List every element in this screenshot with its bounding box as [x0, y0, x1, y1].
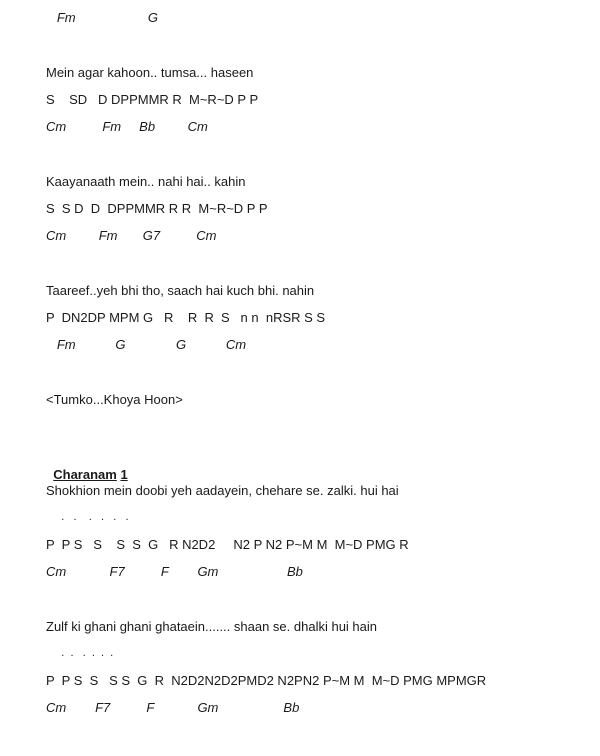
chord-line-1: Fm G: [46, 10, 158, 25]
chord-line-5: Cm F7 F Gm Bb: [46, 564, 303, 579]
lyric-line-5: Zulf ki ghani ghani ghataein....... shaan se. dhalki hui hain: [46, 619, 377, 634]
notes-line-2: S S D D DPPMMR R R M~R~D P P: [46, 201, 268, 216]
notes-line-5: P P S S S S G R N2D2N2D2PMD2 N2PN2 P~M M M~D PMG MPMGR: [46, 673, 487, 688]
section-reference: <Tumko...Khoya Hoon>: [46, 392, 183, 407]
chord-line-6: Cm F7 F Gm Bb: [46, 700, 300, 715]
lyric-line-3: Taareef..yeh bhi tho, saach hai kuch bhi. nahin: [46, 283, 315, 298]
section-heading: [46, 451, 128, 483]
notes-line-1: S SD D DPPMMR R M~R~D P P: [46, 92, 259, 107]
lyric-line-2: Kaayanaath mein.. nahi hai.. kahin: [46, 174, 246, 189]
heading-number: 1: [120, 467, 128, 482]
dots-line-2: . . . . . .: [46, 647, 114, 659]
lyric-line-1: Mein agar kahoon.. tumsa... haseen: [46, 65, 254, 80]
heading-label: Charanam: [53, 467, 117, 482]
notes-line-3: P DN2DP MPM G R R R S n n nRSR S S: [46, 310, 326, 325]
chord-line-3: Cm Fm G7 Cm: [46, 228, 217, 243]
notes-line-4: P P S S S S G R N2D2 N2 P N2 P~M M M~D PMG R: [46, 537, 409, 552]
dots-line-1: . . . . . .: [46, 511, 129, 523]
chord-line-2: Cm Fm Bb Cm: [46, 119, 208, 134]
lyric-line-4: Shokhion mein doobi yeh aadayein, chehare se. zalki. hui hai: [46, 483, 399, 498]
chord-line-4: Fm G G Cm: [46, 337, 247, 352]
